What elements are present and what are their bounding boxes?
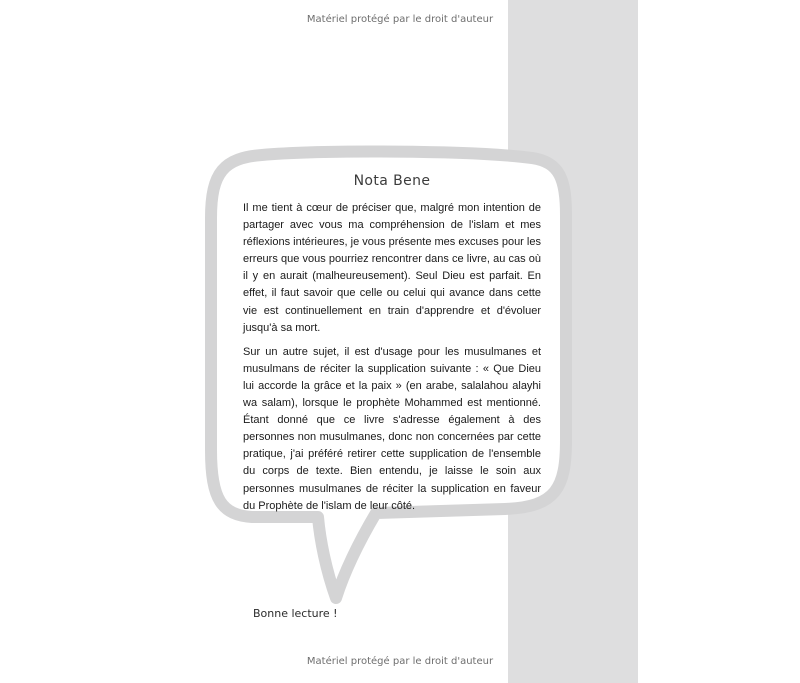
note-title: Nota Bene [353,173,431,189]
copyright-notice-bottom: Matériel protégé par le droit d'auteur [306,656,494,667]
note-paragraph-2: Sur un autre sujet, il est d'usage pour les musulmanes et musulmans de réciter la supplication suivante : « Que Dieu lui accorde la grâce et la paix » (en arabe, salalahou alayhi wa salam), lorsque le prophète Mohammed est mentionné. Étant donné que ce livre s'adresse également à des personnes non musulmanes, donc non concernées par cette pratique, j'ai préféré retirer cette supplication de l'ensemble du corps de texte. Bien entendu, je laisse le soin aux personnes musulmanes de réciter la supplication en faveur du Prophète de l'islam de leur côté. [243,345,541,512]
note-paragraph-1: Il me tient à cœur de préciser que, malgré mon intention de partager avec vous ma compréhension de l'islam et mes réflexions intérieures, je vous présente mes excuses pour les erreurs que vous pourriez rencontrer dans ce livre, au cas où il y en aurait (malheureusement). Seul Dieu est parfait. En effet, il faut savoir que celle ou celui qui avance dans cette vie est continuellement en train d'apprendre et d'évoluer jusqu'à sa mort. [243,202,541,334]
copyright-notice-top: Matériel protégé par le droit d'auteur [306,14,494,25]
sign-off: Bonne lecture ! [253,607,338,620]
note-body [243,200,541,522]
